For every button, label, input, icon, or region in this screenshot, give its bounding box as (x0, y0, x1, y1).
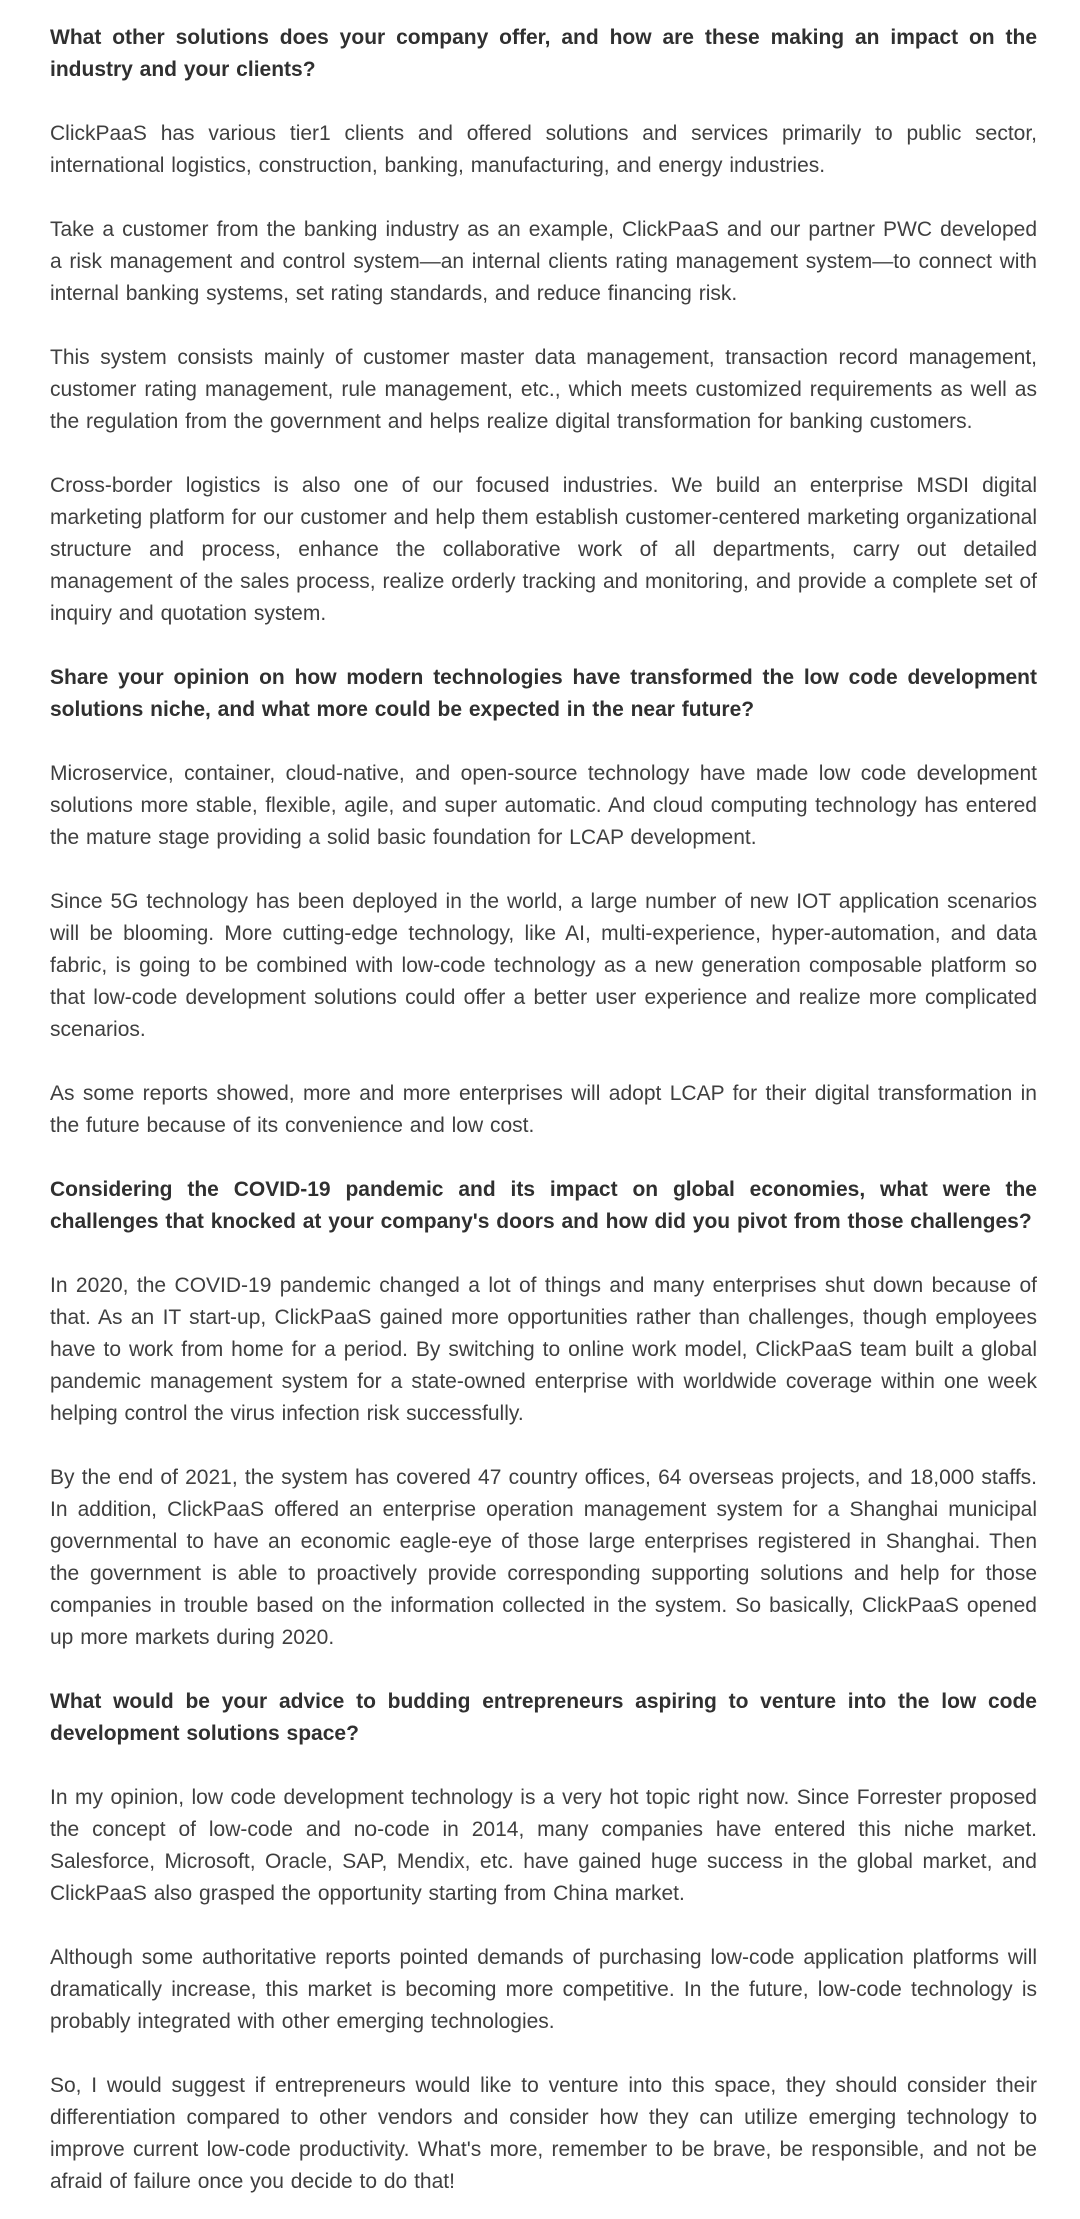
answer-4-p1: In my opinion, low code development technology is a very hot topic right now. Since Forrester proposed the concept of low-code and no-code in 2014, many companies have entered this niche market. Salesforce, Microsoft, Oracle, SAP, Mendix, etc. have gained huge success in the global market, and ClickPaaS also grasped the opportunity starting from China market. (50, 1786, 1037, 1905)
answer-1-p2: Take a customer from the banking industry as an example, ClickPaaS and our partner PWC developed a risk management and control system—an internal clients rating management system—to connect with internal banking systems, set rating standards, and reduce financing risk. (50, 218, 1037, 305)
question-2: Share your opinion on how modern technologies have transformed the low code development solutions niche, and what more could be expected in the near future? (50, 666, 1037, 721)
answer-4-p3: So, I would suggest if entrepreneurs would like to venture into this space, they should consider their differentiation compared to other vendors and consider how they can utilize emerging technology to improve current low-code productivity. What's more, remember to be brave, be responsible, and not be afraid of failure once you decide to do that! (50, 2074, 1037, 2193)
question-1: What other solutions does your company offer, and how are these making an impact on the industry and your clients? (50, 26, 1037, 81)
answer-3-p1: In 2020, the COVID-19 pandemic changed a lot of things and many enterprises shut down because of that. As an IT start-up, ClickPaaS gained more opportunities rather than challenges, though employees have to work from home for a period. By switching to online work model, ClickPaaS team built a global pandemic management system for a state-owned enterprise with worldwide coverage within one week helping control the virus infection risk successfully. (50, 1274, 1037, 1425)
answer-1-p1: ClickPaaS has various tier1 clients and offered solutions and services primarily to public sector, international logistics, construction, banking, manufacturing, and energy industries. (50, 122, 1037, 177)
answer-2-p2: Since 5G technology has been deployed in the world, a large number of new IOT application scenarios will be blooming. More cutting-edge technology, like AI, multi-experience, hyper-automation, and data fabric, is going to be combined with low-code technology as a new generation composable platform so that low-code development solutions could offer a better user experience and realize more complicated scenarios. (50, 890, 1037, 1041)
answer-1-p4: Cross-border logistics is also one of our focused industries. We build an enterprise MSDI digital marketing platform for our customer and help them establish customer-centered marketing organizational structure and process, enhance the collaborative work of all departments, carry out detailed management of the sales process, realize orderly tracking and monitoring, and provide a complete set of inquiry and quotation system. (50, 474, 1037, 625)
answer-4-p2: Although some authoritative reports pointed demands of purchasing low-code application platforms will dramatically increase, this market is becoming more competitive. In the future, low-code technology is probably integrated with other emerging technologies. (50, 1946, 1037, 2033)
answer-2-p3: As some reports showed, more and more enterprises will adopt LCAP for their digital transformation in the future because of its convenience and low cost. (50, 1082, 1037, 1137)
answer-2-p1: Microservice, container, cloud-native, and open-source technology have made low code development solutions more stable, flexible, agile, and super automatic. And cloud computing technology has entered the mature stage providing a solid basic foundation for LCAP development. (50, 762, 1037, 849)
question-3: Considering the COVID-19 pandemic and its impact on global economies, what were the challenges that knocked at your company's doors and how did you pivot from those challenges? (50, 1178, 1037, 1233)
answer-3-p2: By the end of 2021, the system has covered 47 country offices, 64 overseas projects, and 18,000 staffs. In addition, ClickPaaS offered an enterprise operation management system for a Shanghai municipal governmental to have an economic eagle-eye of those large enterprises registered in Shanghai. Then the government is able to proactively provide corresponding supporting solutions and help for those companies in trouble based on the information collected in the system. So basically, ClickPaaS opened up more markets during 2020. (50, 1466, 1037, 1649)
question-4: What would be your advice to budding entrepreneurs aspiring to venture into the low code development solutions space? (50, 1690, 1037, 1745)
answer-1-p3: This system consists mainly of customer master data management, transaction record management, customer rating management, rule management, etc., which meets customized requirements as well as the regulation from the government and helps realize digital transformation for banking customers. (50, 346, 1037, 433)
